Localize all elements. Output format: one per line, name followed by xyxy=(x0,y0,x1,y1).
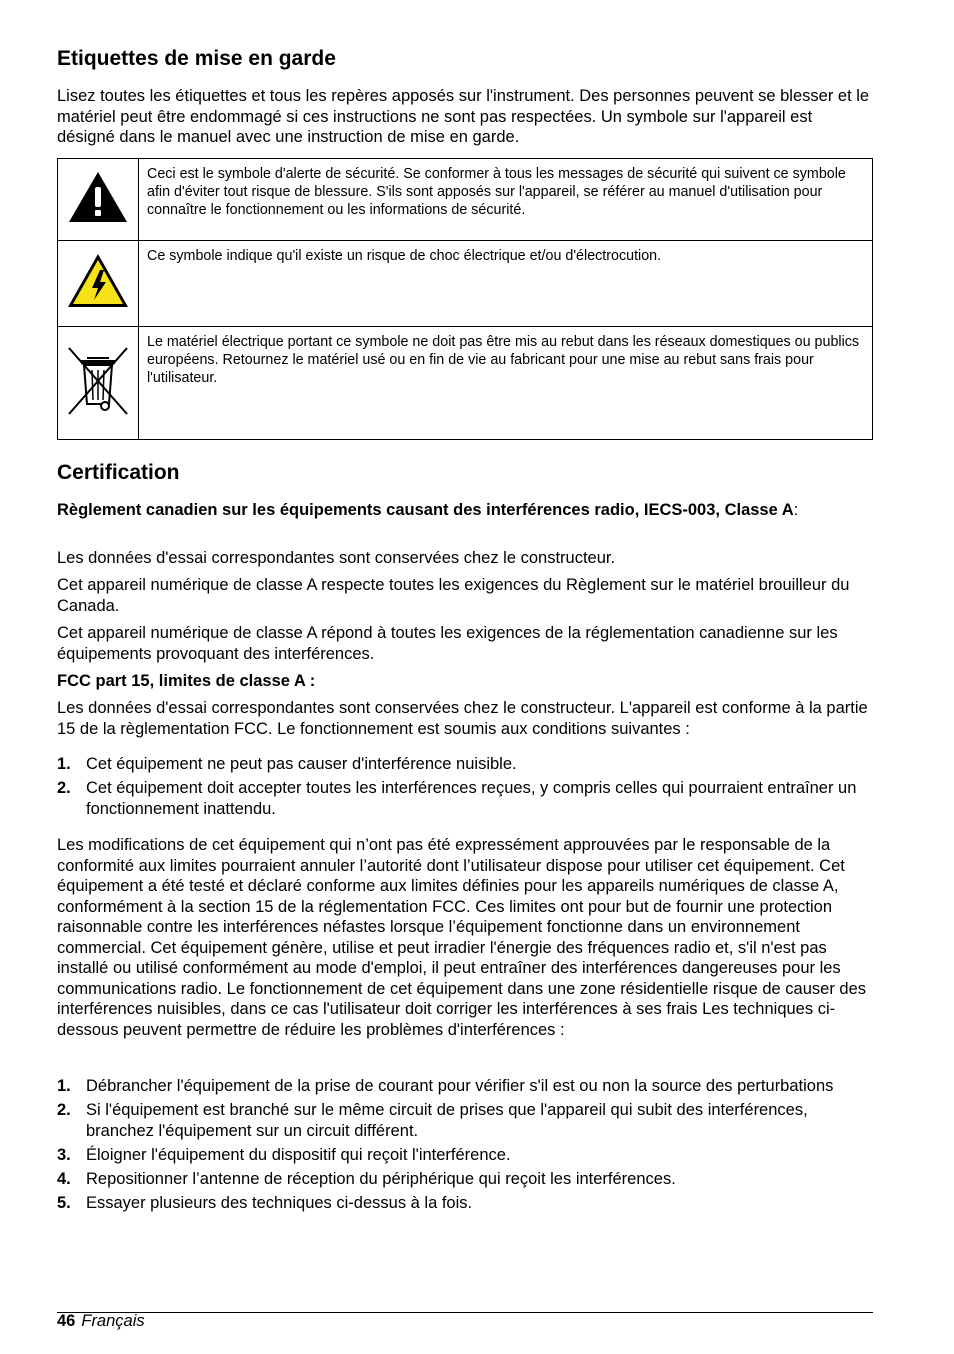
fcc-paragraph: Les modifications de cet équipement qui n’ont pas été expressément approuvées par le responsable de la conformité aux limites pourraient annuler l’autorité dont l’utilisateur dispose pour utiliser cet équipement. Cet équipement a été testé et déclaré conforme aux limites définies pour les appareils numériques de classe A, conformément à la section 15 de la réglementation FCC. Ces limites ont pour but de fournir une protection raisonnable contre les interférences néfastes lorsque l’équipement fonctionne dans un environnement commercial. Cet équipement génère, utilise et peut irradier l'énergie des fréquences radio et, s'il n'est pas installé ou utilisé conformément au mode d'emploi, il peut entraîner des interférences dangereuses pour les communications radio. Le fonctionnement de cet équipement dans une zone résidentielle risque de causer des interférences nuisibles, dans ce cas l'utilisateur doit corriger les interférences à ses frais Les techniques ci-dessous peuvent permettre de réduire les problèmes d'interférences : xyxy=(57,836,866,1039)
table-row xyxy=(58,241,873,327)
canada-paragraph: Cet appareil numérique de classe A répond à toutes les exigences de la réglementation canadienne sur les équipements provoquant des interférences. xyxy=(57,624,838,663)
icon-cell xyxy=(58,241,139,327)
footer-language: Français xyxy=(81,1312,145,1330)
page-number: 46 xyxy=(57,1312,76,1330)
fcc-paragraph: Les données d'essai correspondantes sont conservées chez le constructeur. L'appareil est conforme à la partie 15 de la règlementation FCC. Le fonctionnement est soumis aux conditions suivantes : xyxy=(57,699,868,738)
warning-symbols-table xyxy=(57,158,873,440)
page-footer xyxy=(57,1312,145,1331)
list-item: 1. Débrancher l'équipement de la prise de courant pour vérifier s'il est ou non la source des perturbations xyxy=(57,1077,834,1095)
list-item: 5. Essayer plusieurs des techniques ci-dessus à la fois. xyxy=(57,1193,473,1212)
symbol-description: Ce symbole indique qu'il existe un risque de choc électrique et/ou d'électrocution. xyxy=(139,241,873,327)
list-item: 1. Cet équipement ne peut pas causer d'interférence nuisible. xyxy=(57,755,517,773)
symbol-description: Ceci est le symbole d'alerte de sécurité. Se conformer à tous les messages de sécurité qui suivent ce symbole afin d'éviter tout risque de blessure. S'ils sont apposés sur l'appareil, se référer au manuel d'utilisation pour connaître le fonctionnement ou les informations de sécurité. xyxy=(139,159,873,241)
conditions-list xyxy=(57,754,873,823)
safety-alert-triangle-icon xyxy=(67,170,129,224)
icon-cell xyxy=(58,327,139,440)
canada-regulation-heading xyxy=(57,500,873,521)
symbol-description: Le matériel électrique portant ce symbole ne doit pas être mis au rebut dans les réseaux domestiques ou publics européens. Retournez le matériel usé ou en fin de vie au fabricant pour une mise au rebut sans frais pour l'utilisateur. xyxy=(139,327,873,440)
table-row xyxy=(58,327,873,440)
list-item: 2. Si l'équipement est branché sur le même circuit de prises que l'appareil qui subit des interférences, branchez l'équipement sur un circuit différent. xyxy=(57,1101,808,1140)
footer-divider xyxy=(57,1312,873,1313)
list-item: 3. Éloigner l'équipement du dispositif qui reçoit l'interférence. xyxy=(57,1145,511,1164)
canada-paragraph: Cet appareil numérique de classe A respecte toutes les exigences du Règlement sur le matériel brouilleur du Canada. xyxy=(57,576,850,615)
icon-cell xyxy=(58,159,139,241)
warning-labels-intro: Lisez toutes les étiquettes et tous les repères apposés sur l'instrument. Des personnes peuvent se blesser et le matériel peut être endommagé si ces instructions ne sont pas respectées. Un symbole sur l'appareil est désigné dans le manuel avec une instruction de mise en garde. xyxy=(57,87,870,146)
canada-heading-text: Règlement canadien sur les équipements causant des interférences radio, IECS-003, Classe A xyxy=(57,501,794,519)
electrical-hazard-icon xyxy=(66,252,130,310)
techniques-list xyxy=(57,1076,873,1217)
section-title-warning-labels: Etiquettes de mise en garde xyxy=(57,47,336,70)
list-item: 4. Repositionner l’antenne de réception du périphérique qui reçoit les interférences. xyxy=(57,1169,676,1188)
crossed-out-bin-icon xyxy=(65,344,131,418)
canada-paragraph: Les données d'essai correspondantes sont conservées chez le constructeur. xyxy=(57,549,616,567)
list-item: 2. Cet équipement doit accepter toutes les interférences reçues, y compris celles qui pourraient entraîner un fonctionnement inattendu. xyxy=(57,779,857,818)
table-row xyxy=(58,159,873,241)
fcc-heading: FCC part 15, limites de classe A : xyxy=(57,672,316,690)
canada-heading-suffix: : xyxy=(793,501,799,519)
section-title-certification: Certification xyxy=(57,461,180,484)
